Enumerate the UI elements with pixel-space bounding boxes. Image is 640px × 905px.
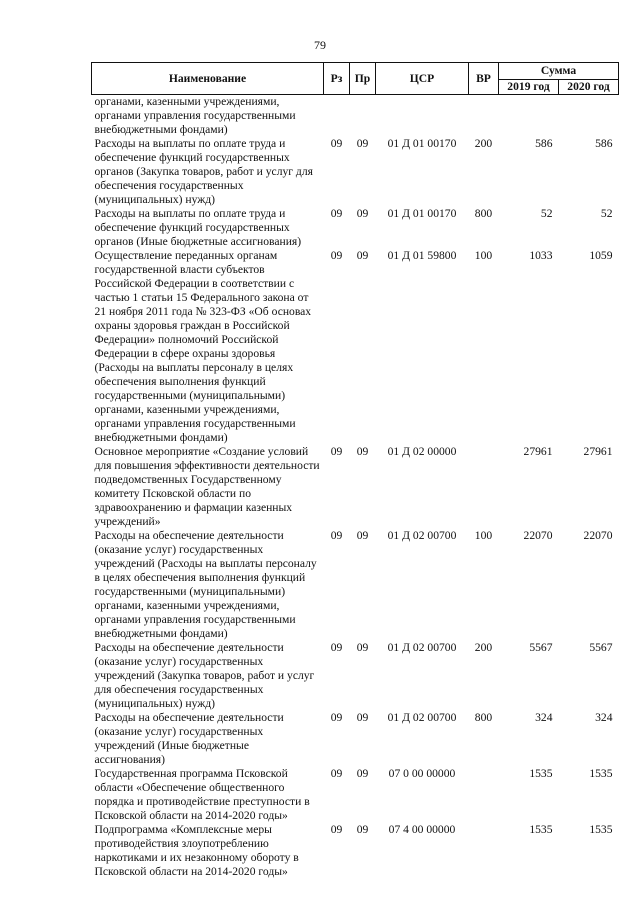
header-rz: Рз (324, 63, 350, 95)
cell-pr: 09 (356, 445, 369, 458)
cell-sum-2019: 5567 (529, 641, 553, 654)
cell-csr: 01 Д 02 00700 (387, 641, 457, 654)
header-name: Наименование (92, 63, 324, 95)
cell-csr: 01 Д 02 00700 (387, 711, 457, 724)
cell-csr: 01 Д 02 00700 (387, 529, 457, 542)
cell-sum-2020: 52 (600, 207, 613, 220)
cell-sum-2019: 27961 (523, 445, 553, 458)
cell-sum-2019: 586 (535, 137, 553, 150)
table-row (92, 711, 619, 767)
cell-pr: 09 (356, 249, 369, 262)
cell-vr (469, 445, 499, 529)
cell-name: Расходы на выплаты по оплате труда и обеспечение функций государственных органов (Иные бюджетные ассигнования) (94, 207, 302, 248)
cell-vr (469, 823, 499, 879)
table-row (92, 137, 619, 207)
table-row (92, 641, 619, 711)
cell-rz: 09 (330, 445, 343, 458)
cell-pr: 09 (356, 207, 369, 220)
cell-name: Основное мероприятие «Создание условий для повышения эффективности деятельности подведомственных Государственному комитету Псковской области по здравоохранению и фармации казенных учреждений» (94, 445, 320, 528)
table-row (92, 445, 619, 529)
cell-sum-2019: 324 (535, 711, 553, 724)
cell-csr: 01 Д 01 00170 (387, 137, 457, 150)
table-row (92, 823, 619, 879)
header-sum: Сумма (499, 63, 619, 80)
cell-rz: 09 (330, 529, 343, 542)
cell-vr (469, 95, 499, 138)
cell-pr: 09 (356, 767, 369, 780)
cell-name: органами, казенными учреждениями, органами управления государственными внебюджетными фондами) (94, 95, 296, 136)
cell-sum-2019: 1535 (529, 767, 553, 780)
cell-csr (376, 95, 469, 138)
table-body (92, 95, 619, 880)
cell-pr: 09 (356, 641, 369, 654)
cell-rz: 09 (330, 249, 343, 262)
cell-csr: 01 Д 02 00000 (387, 445, 457, 458)
cell-csr: 07 0 00 00000 (388, 767, 456, 780)
header-vr: ВР (469, 63, 499, 95)
cell-pr: 09 (356, 529, 369, 542)
cell-rz: 09 (330, 823, 343, 836)
cell-rz: 09 (330, 207, 343, 220)
cell-sum-2020: 586 (595, 137, 613, 150)
cell-vr: 200 (474, 137, 493, 150)
cell-name: Расходы на выплаты по оплате труда и обеспечение функций государственных органов (Закупка товаров, работ и услуг для обеспечения государственных (муниципальных) нужд) (94, 137, 313, 206)
cell-name: Подпрограмма «Комплексные меры противодействия злоупотреблению наркотиками и их незаконному обороту в Псковской области на 2014-2020 годы» (94, 823, 299, 878)
cell-vr (469, 767, 499, 823)
cell-rz: 09 (330, 711, 343, 724)
cell-name: Расходы на обеспечение деятельности (оказание услуг) государственных учреждений (Закупка товаров, работ и услуг для обеспечения государственных (муниципальных) нужд) (94, 641, 315, 710)
cell-vr: 100 (474, 529, 493, 542)
cell-pr: 09 (356, 823, 369, 836)
table-row (92, 207, 619, 249)
header-pr: Пр (350, 63, 376, 95)
cell-pr (350, 95, 376, 138)
cell-vr: 800 (474, 711, 493, 724)
cell-sum-2020: 1059 (589, 249, 613, 262)
table-row (92, 95, 619, 138)
cell-vr: 800 (474, 207, 493, 220)
cell-sum-2019: 52 (540, 207, 553, 220)
cell-vr: 200 (474, 641, 493, 654)
cell-sum-2020: 1535 (589, 767, 613, 780)
cell-sum-2019 (499, 95, 559, 138)
cell-name: Расходы на обеспечение деятельности (оказание услуг) государственных учреждений (Расходы на выплаты персоналу в целях обеспечения выполнения функций государственными (муниципальными) органами, казенными учреждениями, органами управления государственными внебюджетными фондами) (94, 529, 317, 640)
cell-name: Государственная программа Псковской области «Обеспечение общественного порядка и противодействие преступности в Псковской области на 2014-2020 годы» (94, 767, 310, 822)
budget-table (91, 62, 619, 879)
cell-sum-2020: 27961 (583, 445, 613, 458)
cell-pr: 09 (356, 711, 369, 724)
cell-vr: 100 (474, 249, 493, 262)
cell-sum-2020: 324 (595, 711, 613, 724)
cell-sum-2019: 22070 (523, 529, 553, 542)
cell-csr: 01 Д 01 00170 (387, 207, 457, 220)
cell-rz: 09 (330, 641, 343, 654)
cell-sum-2020: 5567 (589, 641, 613, 654)
cell-sum-2020: 1535 (589, 823, 613, 836)
cell-sum-2020 (559, 95, 619, 138)
page-number: 79 (314, 38, 326, 52)
cell-name: Осуществление переданных органам государственной власти субъектов Российской Федерации в соответствии с частью 1 статьи 15 Федерального закона от 21 ноября 2011 года № 323-ФЗ «Об основах охраны здоровья граждан в Российской Федерации» полномочий Российской Федерации в сфере охраны здоровья (Расходы на выплаты персоналу в целях обеспечения выполнения функций государственными (муниципальными) органами, казенными учреждениями, органами управления государственными внебюджетными фондами) (94, 249, 312, 444)
table-row (92, 767, 619, 823)
header-csr: ЦСР (376, 63, 469, 95)
cell-sum-2020: 22070 (583, 529, 613, 542)
cell-pr: 09 (356, 137, 369, 150)
cell-rz: 09 (330, 137, 343, 150)
cell-name: Расходы на обеспечение деятельности (оказание услуг) государственных учреждений (Иные бюджетные ассигнования) (94, 711, 284, 766)
cell-csr: 01 Д 01 59800 (387, 249, 457, 262)
cell-sum-2019: 1033 (529, 249, 553, 262)
cell-rz (324, 95, 350, 138)
header-year-2019: 2019 год (499, 80, 559, 95)
table-row (92, 249, 619, 445)
table-header (92, 63, 619, 95)
cell-sum-2019: 1535 (529, 823, 553, 836)
table-row (92, 529, 619, 641)
header-year-2020: 2020 год (559, 80, 619, 95)
cell-rz: 09 (330, 767, 343, 780)
cell-csr: 07 4 00 00000 (388, 823, 456, 836)
